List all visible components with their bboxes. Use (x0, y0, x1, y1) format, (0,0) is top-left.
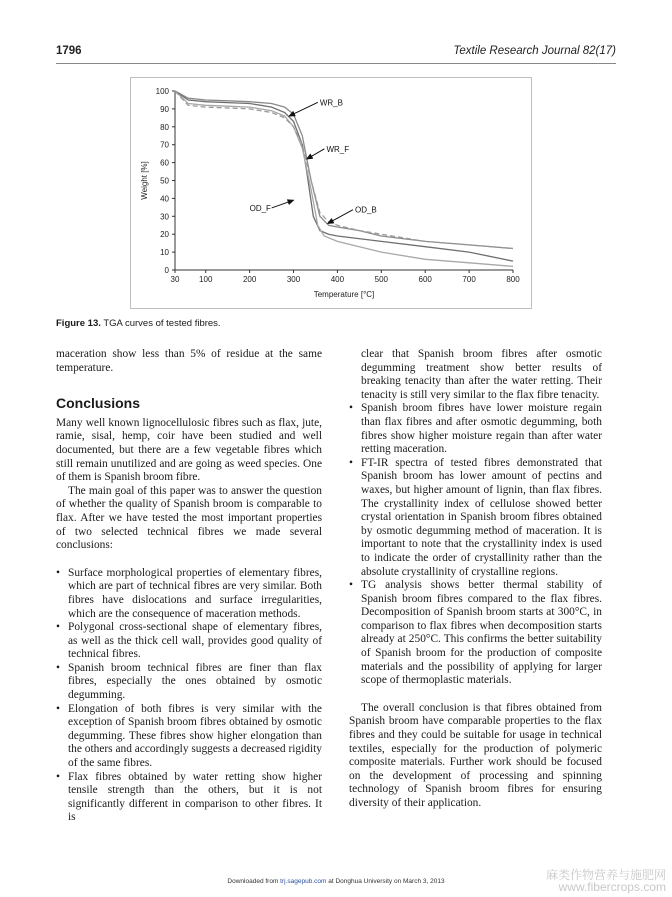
list-item: • Surface morphological properties of elementary fibres, which are part of technical fibres are very similar. Both fibres have dislocations and surface irregularities, which are the consequence of maceration methods. (56, 567, 322, 621)
x-axis-label: Temperature [°C] (313, 290, 375, 299)
watermark-line-1: 麻类作物营养与施肥网 (545, 868, 666, 882)
y-tick-label: 70 (160, 140, 169, 150)
series-line-od-f (175, 91, 513, 266)
left-bullet-list (56, 567, 322, 825)
conclusions-para-2: The main goal of this paper was to answer the question of whether the quality of Spanish broom is comparable to flax. After we have tested the most important properties of two selected technical fibres we made several conclusions: (56, 484, 322, 552)
list-item: • Spanish broom fibres have lower moisture regain than flax fibres and after osmotic degumming, both fibres show higher moisture regain than after water retting maceration. (349, 402, 602, 456)
x-tick-label: 800 (506, 275, 520, 284)
conclusions-heading: Conclusions (56, 395, 141, 412)
x-tick-label: 700 (462, 275, 476, 284)
annotation-arrow (289, 102, 318, 116)
x-tick-label: 300 (286, 275, 301, 284)
left-continuation: maceration show less than 5% of residue at the same temperature. (56, 348, 322, 374)
x-tick-label: 600 (418, 275, 432, 284)
list-item: • Spanish broom technical fibres are finer than flax fibres, especially the ones obtained by osmotic degumming. (56, 662, 322, 703)
y-tick-label: 90 (160, 104, 169, 114)
x-tick-label: 500 (374, 275, 388, 284)
list-item: • FT-IR spectra of tested fibres demonstrated that Spanish broom has lower amount of pectins and waxes, but higher amount of lignin, than flax fibres. The crystallinity index of cellulose showed better crystal orientation in Spanish broom fibres obtained by osmotic degumming method of maceration. It is important to note that the crystallinity index is used to indicate the order of crystallinity rather than the absolute crystallinity of crystalline regions. (349, 457, 602, 579)
annotation-arrow (307, 149, 325, 159)
tga-chart (131, 78, 531, 308)
y-tick-label: 100 (155, 87, 169, 96)
figure-13 (130, 77, 532, 309)
footer-link[interactable]: trj.sagepub.com (280, 878, 327, 885)
annotation-arrow (272, 200, 294, 208)
list-item: • Flax fibres obtained by water retting show higher tensile strength than the others, but it is not significantly different in comparison to other fibres. It is (56, 771, 322, 825)
annotation-label: WR_B (319, 98, 343, 108)
x-tick-label: 400 (330, 275, 345, 284)
y-tick-label: 20 (160, 230, 169, 240)
page-number: 1796 (56, 45, 82, 57)
right-bullet-list (349, 402, 602, 687)
list-item: • Polygonal cross-sectional shape of elementary fibres, as well as the thick cell wall, provides good quality of technical fibres. (56, 621, 322, 662)
y-tick-label: 50 (160, 176, 169, 186)
watermark-line-2: www.fibercrops.com (558, 880, 666, 894)
list-item: • TG analysis shows better thermal stability of Spanish broom fibres compared to the flax fibres. Decomposition of Spanish broom starts at 300°C, in comparison to flax fibres when decomposition starts already at 250°C. This confirms the better suitability of Spanish broom for the production of composite materials and the possibility of applying for larger scope of thermoplastic materials. (349, 579, 602, 688)
y-tick-label: 80 (160, 122, 169, 132)
caption-text: TGA curves of tested fibres. (100, 318, 221, 329)
series-line-od-b (175, 91, 513, 249)
x-tick-label: 30 (170, 275, 180, 284)
header-rule (56, 63, 616, 64)
caption-label: Figure 13. (56, 318, 101, 329)
list-item: • Elongation of both fibres is very similar with the exception of Spanish broom fibres obtained by osmotic degumming. These fibres show higher elongation than the others and accordingly suggests a decreased rigidity of the same fibres. (56, 703, 322, 771)
left-column (56, 348, 322, 825)
y-tick-label: 40 (160, 194, 169, 204)
annotation-label: OD_F (249, 203, 271, 213)
annotation-label: WR_F (326, 144, 350, 154)
figure-caption (56, 318, 221, 329)
series-line-wr-f (175, 91, 513, 261)
y-tick-label: 0 (164, 266, 169, 275)
closing-paragraph: The overall conclusion is that fibres obtained from Spanish broom have comparable properties to the flax fibres and they could be suitable for usage in technical textiles, especially for the production of polymeric composite materials. Further work should be focused on the development of processing and spinning technology of Spanish broom fibres for ensuring diversity of their application. (349, 701, 602, 809)
series-line-wr-b (175, 91, 513, 249)
journal-title: Textile Research Journal 82(17) (453, 45, 616, 57)
x-tick-label: 200 (242, 275, 257, 284)
right-column (349, 348, 602, 811)
y-axis-label: Weight [%] (140, 161, 149, 200)
annotation-label: OD_B (354, 205, 377, 215)
annotation-arrow (328, 210, 353, 224)
y-tick-label: 60 (160, 158, 169, 168)
y-tick-label: 30 (160, 212, 169, 222)
footer-prefix: Downloaded from (227, 878, 281, 885)
footer-suffix: at Donghua University on March 3, 2013 (326, 878, 445, 885)
x-tick-label: 100 (199, 275, 213, 284)
y-tick-label: 10 (160, 248, 169, 258)
right-continuation: clear that Spanish broom fibres after osmotic degumming treatment show better results of breaking tenacity than after the water retting. Their tenacity is still very similar to the flax fibre tenacity. (361, 348, 602, 401)
conclusions-para-1: Many well known lignocellulosic fibres such as flax, jute, ramie, sisal, hemp, coir have been studied and well documented, but there are a few vegetable fibres which still remain unutilized and are going as weed species. One of them is Spanish broom fibre. (56, 416, 322, 484)
